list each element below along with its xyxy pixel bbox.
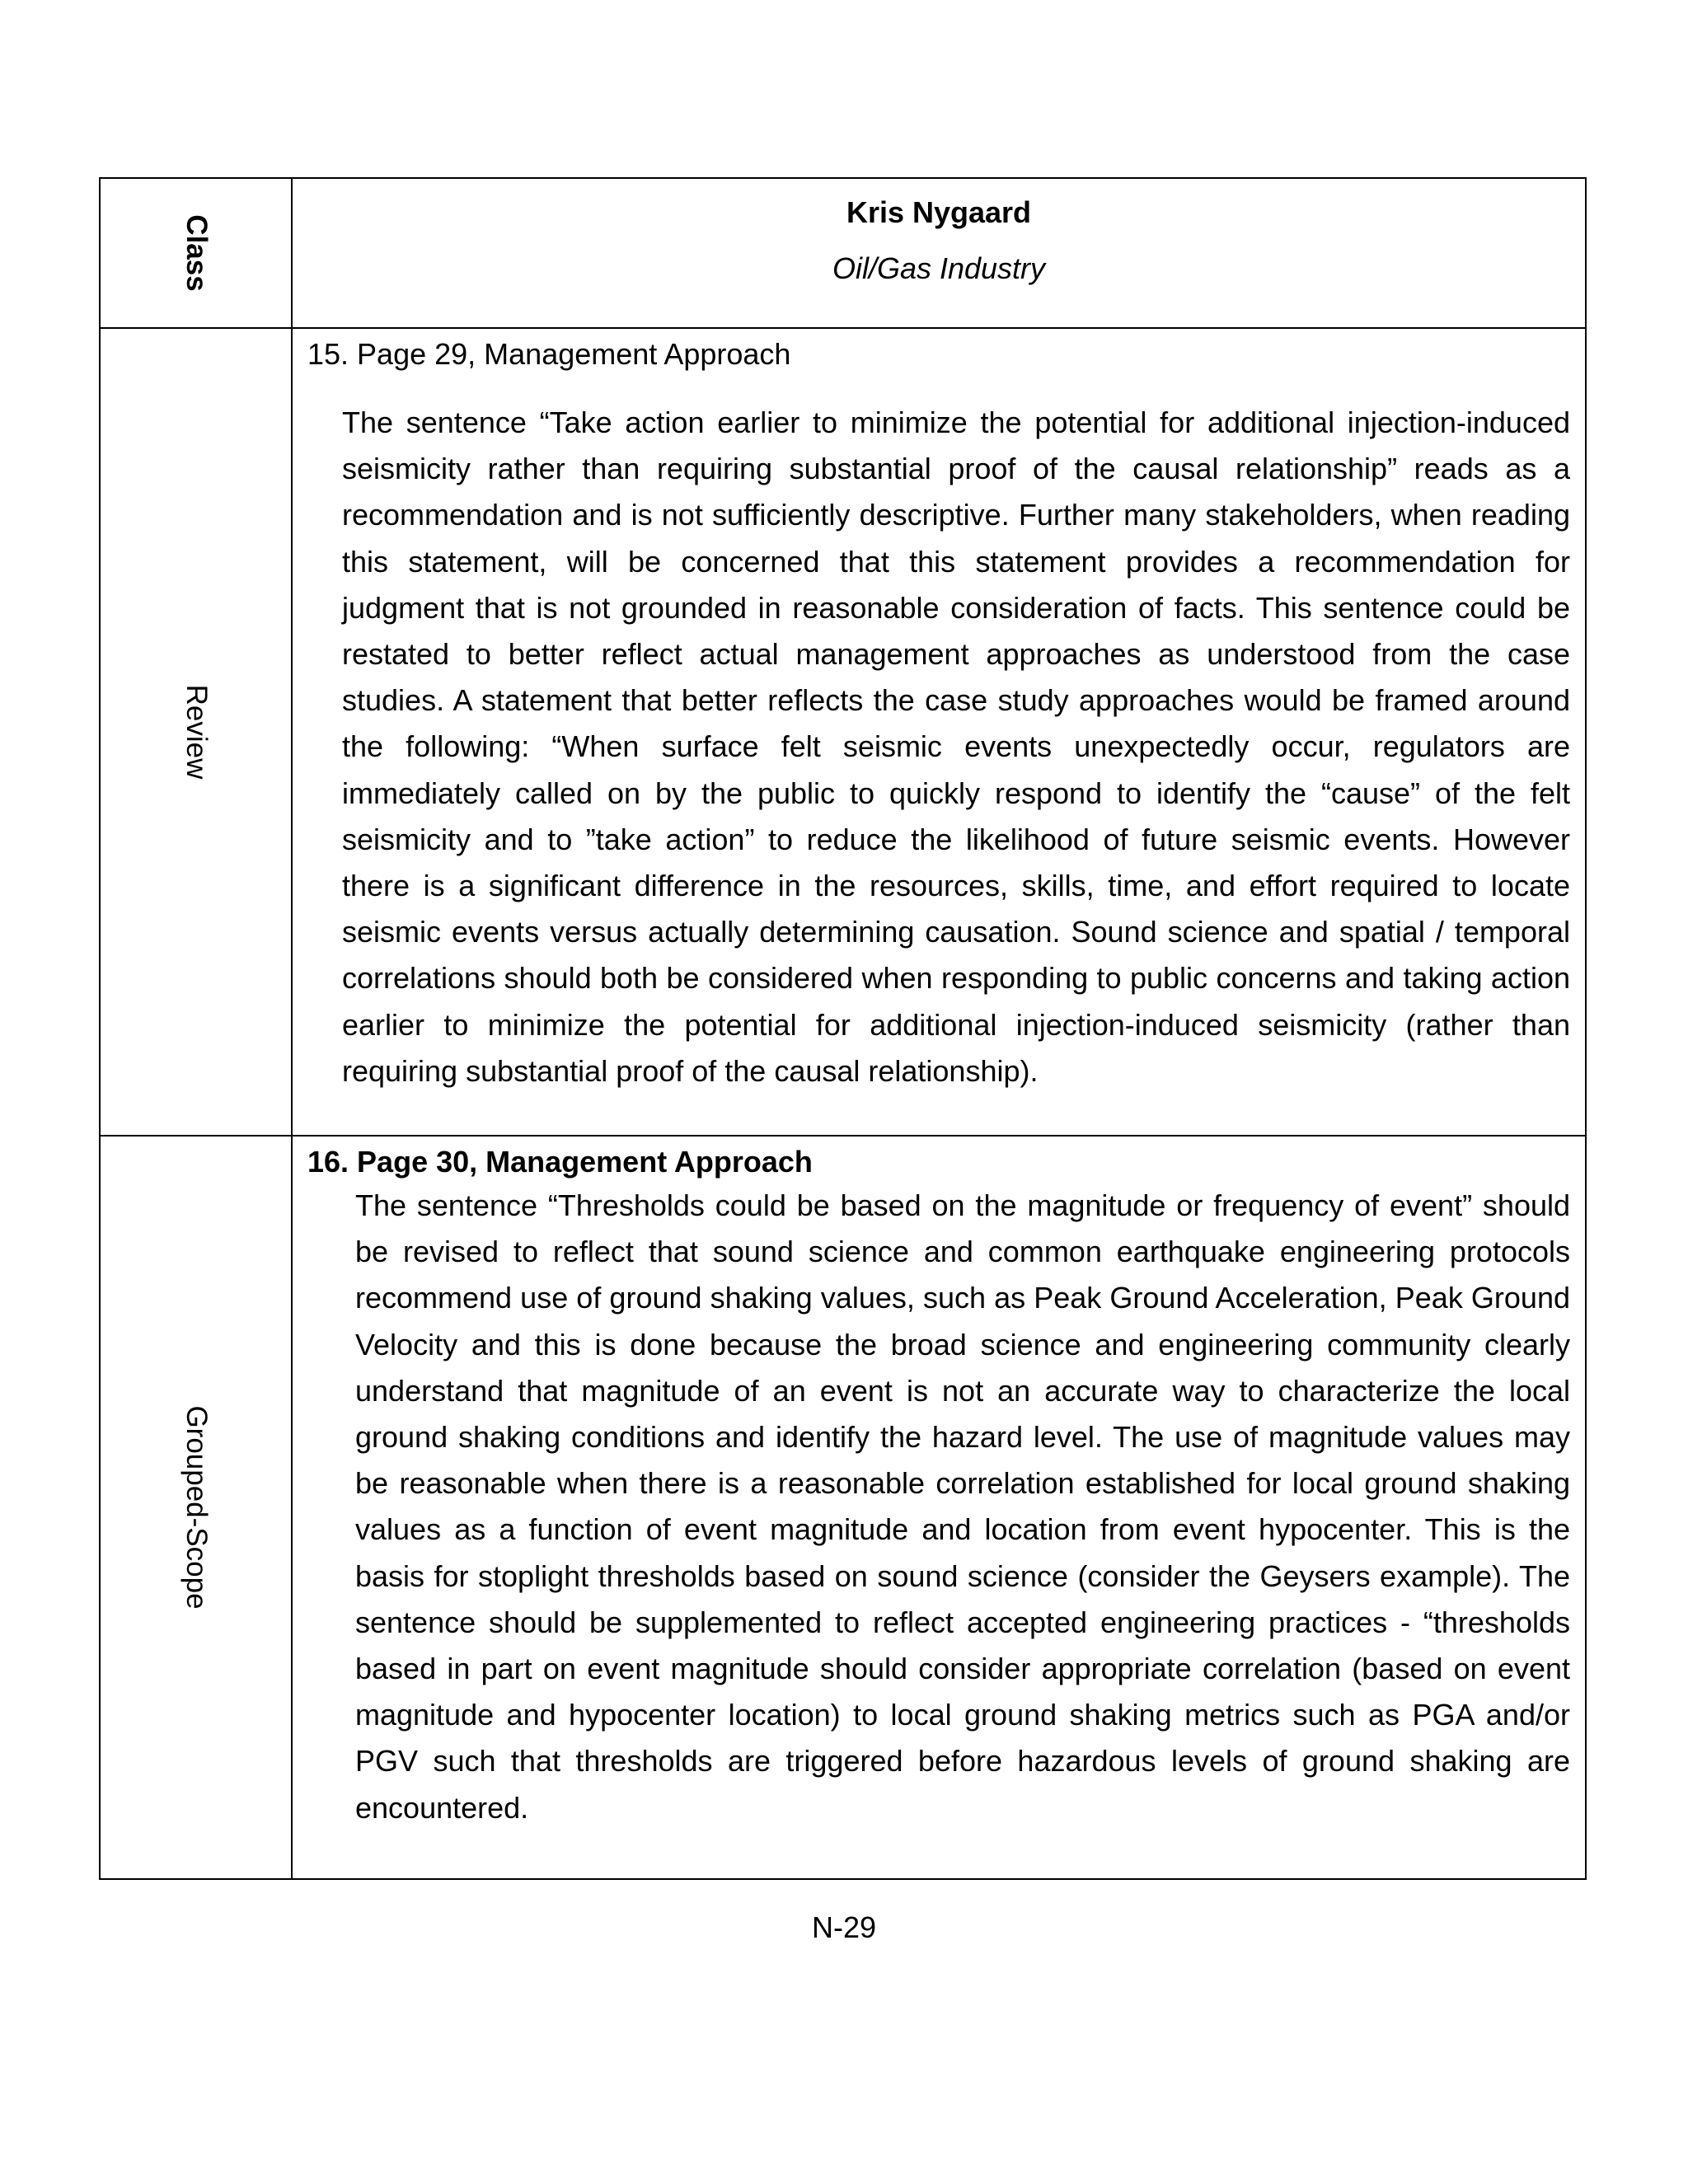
table-row	[101, 1137, 1585, 1878]
class-header-label: Class	[180, 214, 213, 292]
comment-heading: 15. Page 29, Management Approach	[307, 337, 791, 371]
class-cell	[101, 329, 293, 1135]
page-number: N-29	[811, 1910, 877, 1944]
commenter-name: Kris Nygaard	[846, 195, 1032, 229]
comment-table	[99, 177, 1587, 1880]
class-header-cell	[101, 179, 293, 327]
commenter-cell	[293, 179, 1585, 327]
table-row	[101, 329, 1585, 1137]
comment-text: The sentence “Take action earlier to minimize the potential for additional injection-induced seismicity rather than requiring substantial proof of the causal relationship” reads as a recommendation and is not sufficiently descriptive. Further many stakeholders, when reading this statement, will be concerned that this statement provides a recommendation for judgment that is not grounded in reasonable consideration of facts. This sentence could be restated to better reflect actual management approaches as understood from the case studies. A statement that better reflects the case study approaches would be framed around the following: “When surface felt seismic events unexpectedly occur, regulators are immediately called on by the public to quickly respond to identify the “cause” of the felt seismicity and to ”take action” to reduce the likelihood of future seismic events. However there is a significant difference in the resources, skills, time, and effort required to locate seismic events versus actually determining causation. Sound science and spatial / temporal correlations should both be considered when responding to public concerns and taking action earlier to minimize the potential for additional injection-induced seismicity (rather than requiring substantial proof of the causal relationship).	[342, 405, 1570, 1088]
comment-text: The sentence “Thresholds could be based on the magnitude or frequency of event” should be revised to reflect that sound science and common earthquake engineering protocols recommend use of ground shaking values, such as Peak Ground Acceleration, Peak Ground Velocity and this is done because the broad science and engineering community clearly understand that magnitude of an event is not an accurate way to characterize the local ground shaking conditions and identify the hazard level. The use of magnitude values may be reasonable when there is a reasonable correlation established for local ground shaking values as a function of event magnitude and location from event hypocenter. This is the basis for stoplight thresholds based on sound science (consider the Geysers example). The sentence should be supplemented to reflect accepted engineering practices - “thresholds based in part on event magnitude should consider appropriate correlation (based on event magnitude and hypocenter location) to local ground shaking metrics such as PGA and/or PGV such that thresholds are triggered before hazardous levels of ground shaking are encountered.	[355, 1188, 1570, 1825]
comment-cell	[293, 329, 1585, 1135]
comment-cell	[293, 1137, 1585, 1878]
class-cell	[101, 1137, 293, 1878]
class-label: Review	[180, 684, 213, 780]
commenter-affiliation: Oil/Gas Industry	[832, 251, 1046, 285]
class-label: Grouped-Scope	[180, 1405, 213, 1610]
header-row	[101, 179, 1585, 329]
comment-heading: 16. Page 30, Management Approach	[307, 1145, 813, 1179]
